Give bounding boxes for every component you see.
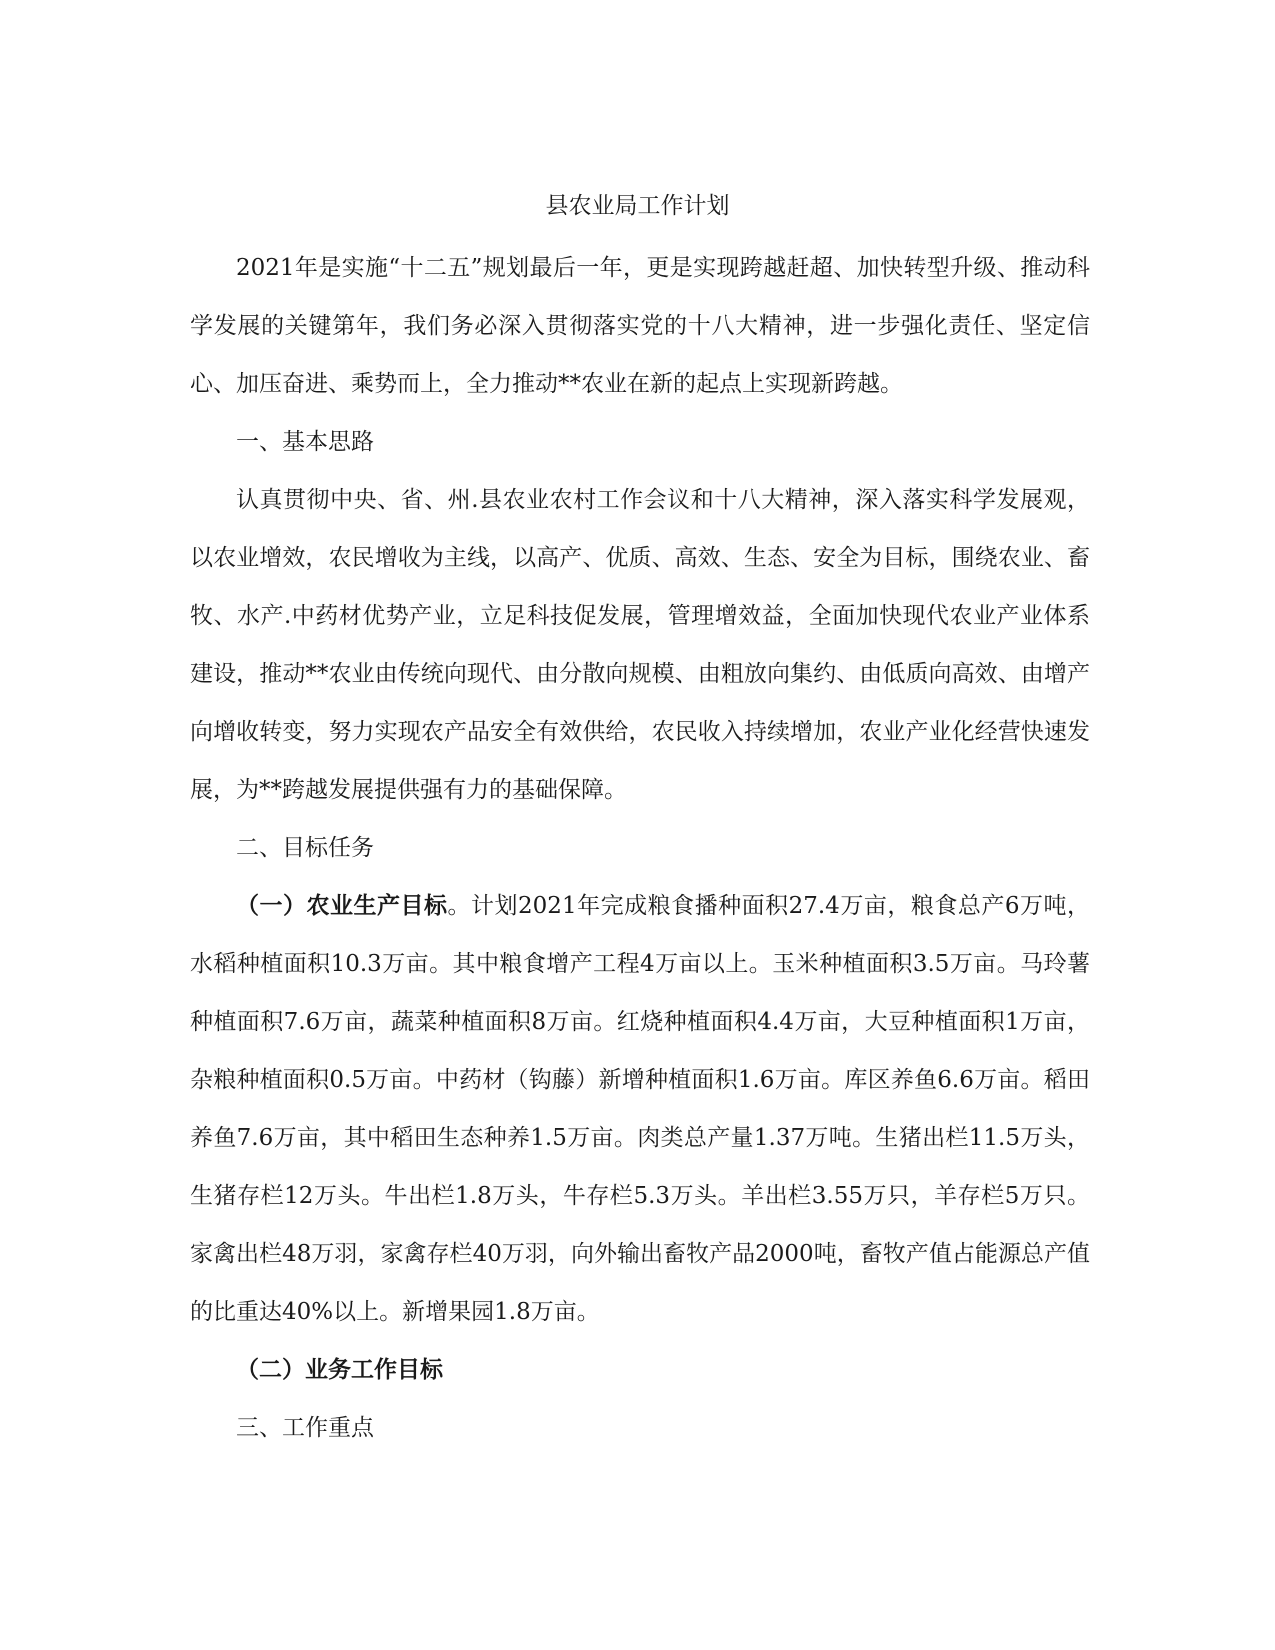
subsection-1-body: 。计划2021年完成粮食播种面积27.4万亩，粮食总产6万吨，水稻种植面积10.3万亩。其中粮食增产工程4万亩以上。玉米种植面积3.5万亩。马玲薯种植面积7.6万亩，蔬菜种植面积8万亩。红烧种植面积4.4万亩，大豆种植面积1万亩，杂粮种植面积0.5万亩。中药材（钩藤）新增种植面积1.6万亩。库区养鱼6.6万亩。稻田养鱼7.6万亩，其中稻田生态种养1.5万亩。肉类总产量1.37万吨。生猪出栏11.5万头，生猪存栏12万头。牛出栏1.8万头，牛存栏5.3万头。羊出栏3.55万只，羊存栏5万只。家禽出栏48万羽，家禽存栏40万羽，向外输出畜牧产品2000吨，畜牧产值占能源总产值的比重达40%以上。新增果园1.8万亩。 [190,893,1090,1325]
document-title: 县农业局工作计划 [545,193,730,219]
section-heading-3: 三、工作重点 [236,1415,374,1441]
intro-paragraph: 2021年是实施“十二五”规划最后一年，更是实现跨越赶超、加快转型升级、推动科学发展的关键第年，我们务必深入贯彻落实党的十八大精神，进一步强化责任、坚定信心、加压奋进、乘势而上，全力推动**农业在新的起点上实现新跨越。 [190,255,1090,397]
subsection-1-heading: （一）农业生产目标 [236,892,448,919]
section-1-paragraph: 认真贯彻中央、省、州.县农业农村工作会议和十八大精神，深入落实科学发展观，以农业增效，农民增收为主线，以高产、优质、高效、生态、安全为目标，围绕农业、畜牧、水产.中药材优势产业，立足科技促发展，管理增效益，全面加快现代农业产业体系建设，推动**农业由传统向现代、由分散向规模、由粗放向集约、由低质向高效、由增产向增收转变，努力实现农产品安全有效供给，农民收入持续增加，农业产业化经营快速发展，为**跨越发展提供强有力的基础保障。 [190,487,1090,803]
subsection-1-paragraph [190,877,1090,1341]
section-heading-2: 二、目标任务 [236,835,374,861]
document-body [190,239,1090,1457]
subsection-2-heading: （二）业务工作目标 [236,1356,443,1383]
section-heading-1: 一、基本思路 [236,429,374,455]
